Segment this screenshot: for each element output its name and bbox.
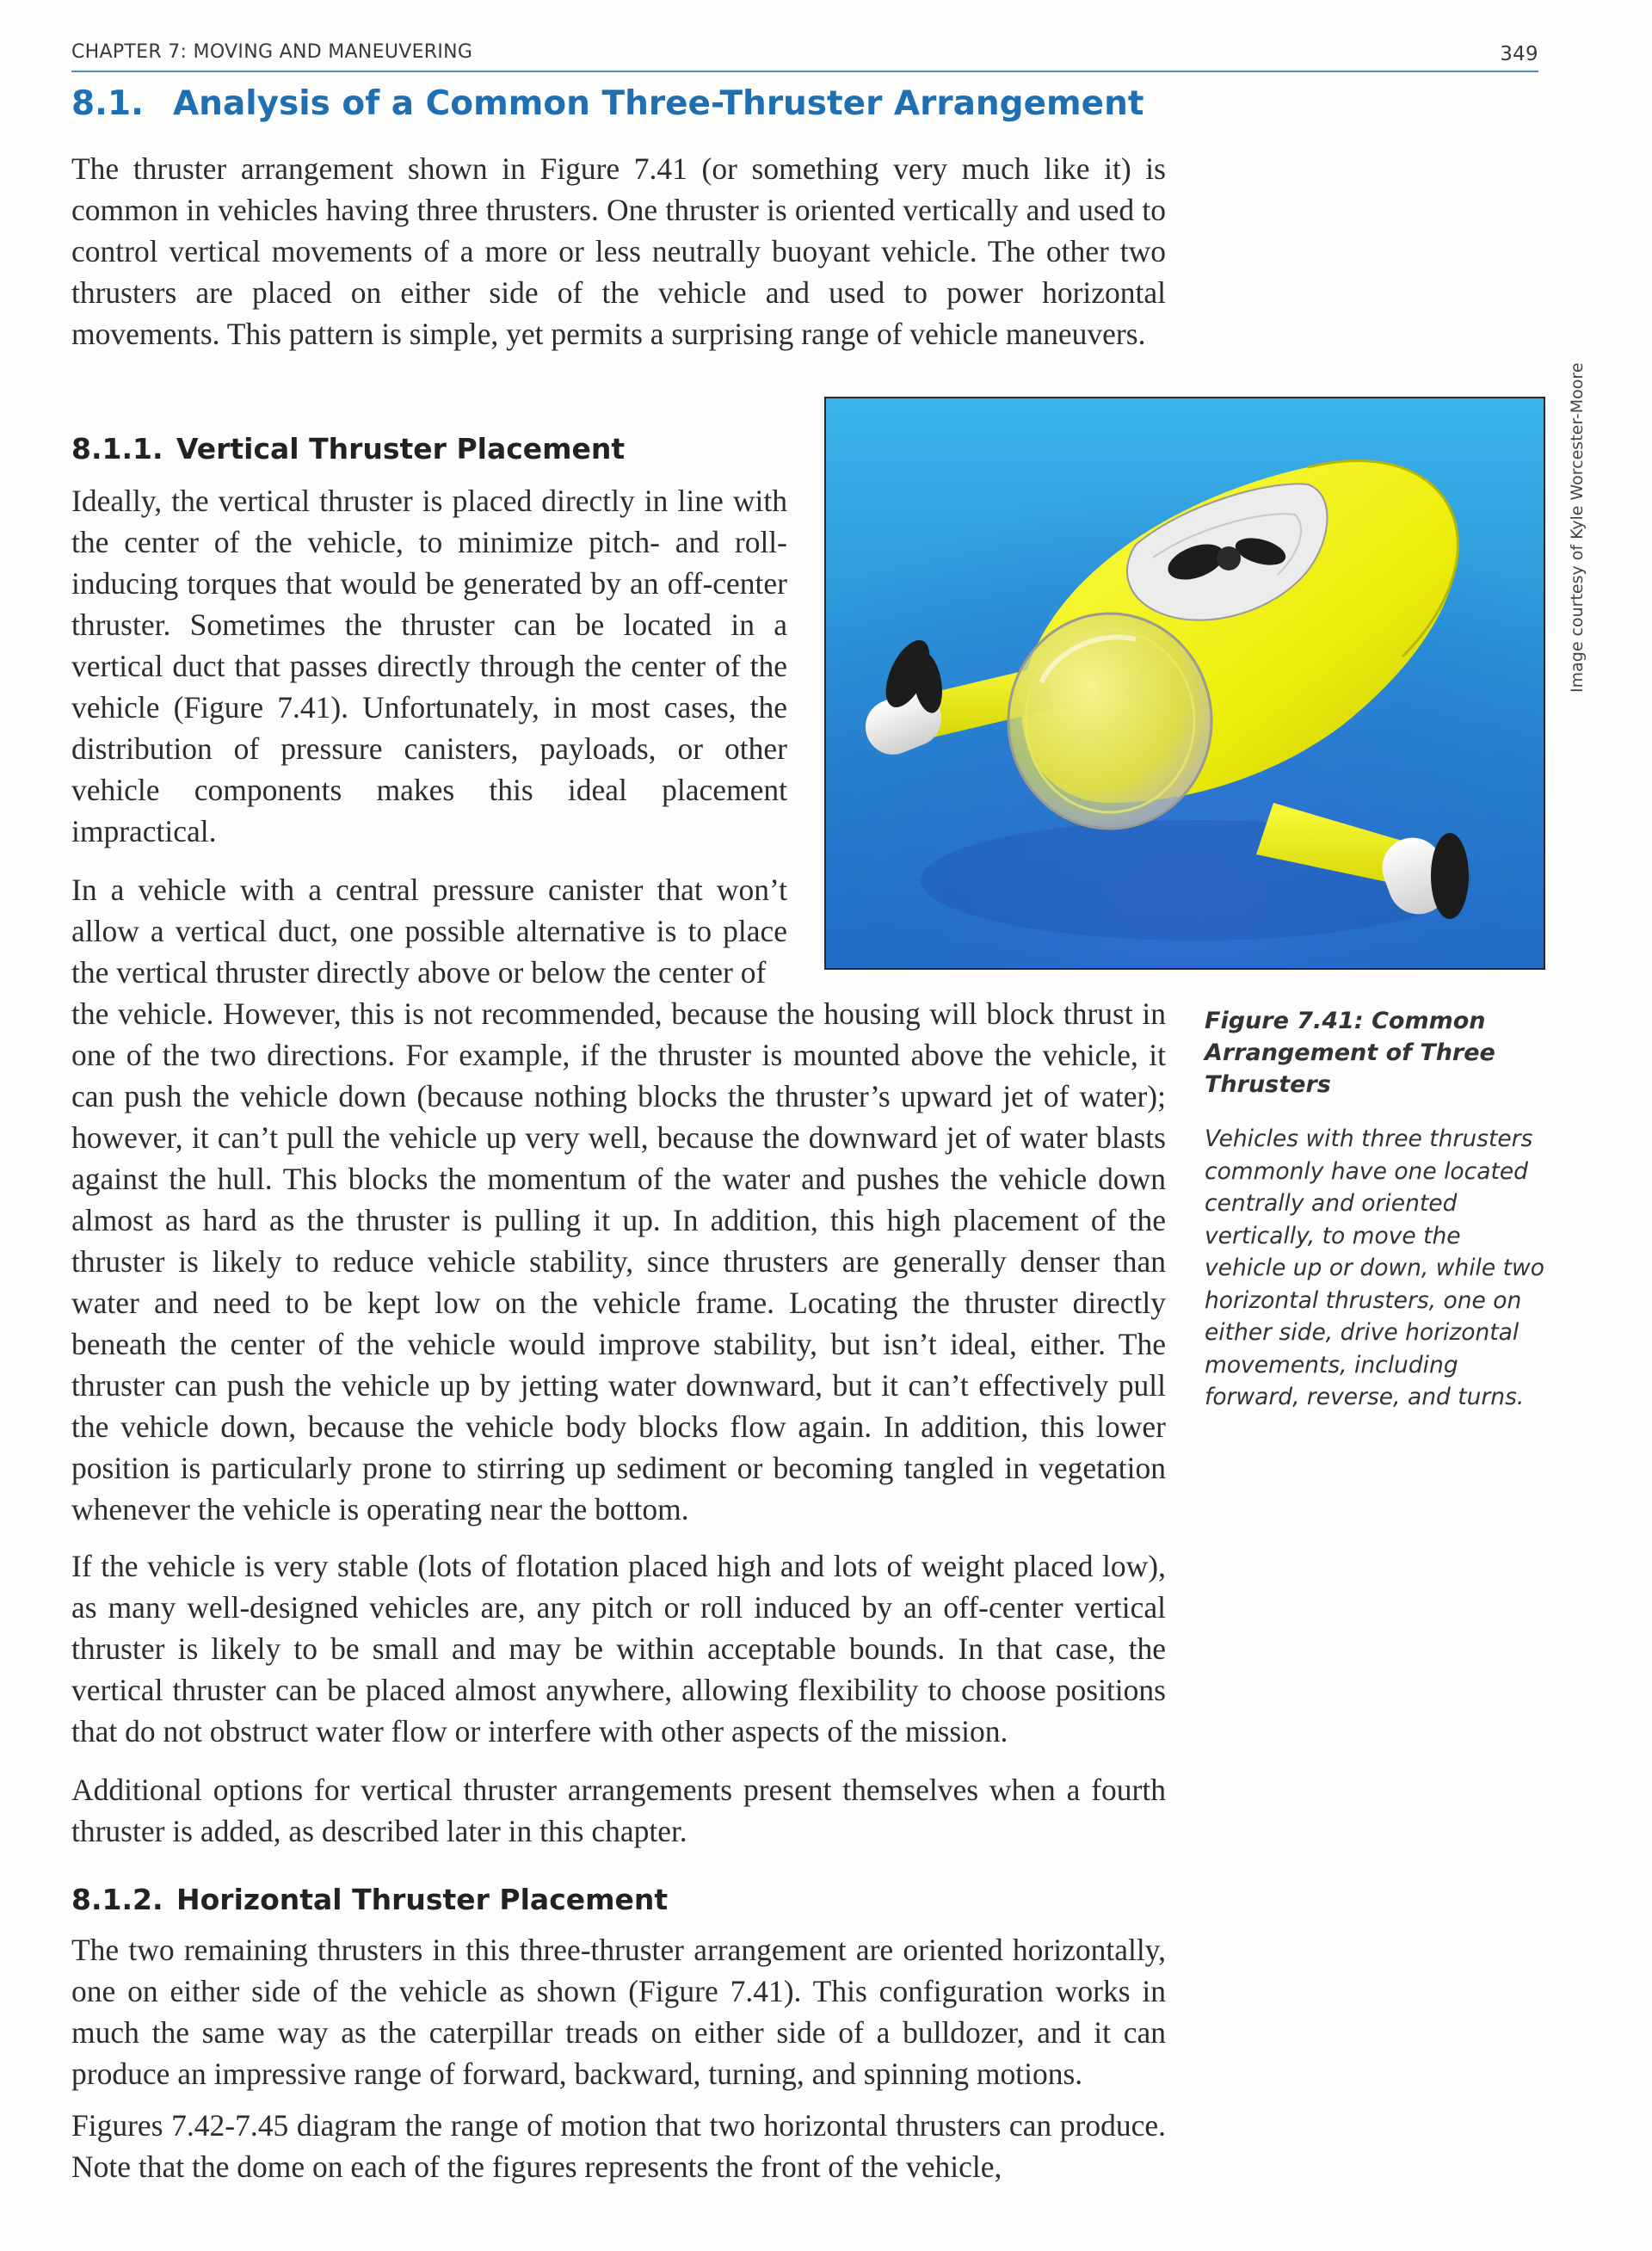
horizontal-paragraph-1: The two remaining thrusters in this three-thruster arrangement are oriented horizontally, one on either side of the vehicle as shown (Figure 7.41). This configuration works in much the same way as the caterpillar treads on either side of a bulldozer, and it can produce an impressive range of forward, backward, turning, and spinning motions. — [71, 1933, 1166, 2091]
section-title: Analysis of a Common Three-Thruster Arrangement — [173, 84, 1144, 123]
subsection-title: Vertical Thruster Placement — [176, 432, 626, 466]
subsection-number: 8.1.2. — [71, 1883, 163, 1916]
figure-caption-title: Figure 7.41: Common Arrangement of Three Thrusters — [1205, 1008, 1495, 1098]
section-heading — [71, 84, 1144, 123]
three-thruster-vehicle-illustration — [826, 398, 1544, 968]
vehicle-figure — [824, 397, 1545, 970]
front-dome — [1008, 614, 1211, 829]
page-number: 349 — [1500, 43, 1538, 65]
intro-paragraph: The thruster arrangement shown in Figure 7.41 (or something very much like it) is common in vehicles having three thrusters. One thruster is oriented vertically and used to control vertical movements of a more or less neutrally buoyant vehicle. The other two thrusters are placed on either side of the vehicle and used to power horizontal movements. This pattern is simple, yet permits a surprising range of vehicle maneuvers. — [71, 151, 1166, 351]
subsection-heading-vertical — [71, 432, 625, 466]
chapter-title: CHAPTER 7: MOVING AND MANEUVERING — [71, 41, 473, 63]
vertical-paragraph-4: Additional options for vertical thruster arrangements present themselves when a fourth thruster is added, as described later in this chapter. — [71, 1773, 1166, 1848]
subsection-heading-horizontal — [71, 1883, 668, 1916]
image-credit: Image courtesy of Kyle Worcester-Moore — [1568, 362, 1587, 693]
vertical-paragraph-2-continued: the vehicle. However, this is not recommended, because the housing will block thrust in one of the two directions. For example, if the thruster is mounted above the vehicle, it can push the vehicle down (because nothing blocks the thruster’s upward jet of water); however, it can’t pull the vehicle up very well, because the downward jet of water blasts against the hull. This blocks the momentum of the water and pushes the vehicle down almost as hard as the thruster is pulling it up. In addition, this high placement of the thruster is likely to reduce vehicle stability, since thrusters are generally denser than water and need to be kept low on the vehicle frame. Locating the thruster directly beneath the center of the vehicle would improve stability, but isn’t ideal, either. The thruster can push the vehicle up by jetting water downward, but it can’t effectively pull the vehicle down, because the vehicle body blocks flow again. In addition, this lower position is particularly prone to stirring up sediment or becoming tangled in vegetation whenever the vehicle is operating near the bottom. — [71, 996, 1166, 1526]
vertical-paragraph-3: If the vehicle is very stable (lots of flotation placed high and lots of weight placed low), as many well-designed vehicles are, any pitch or roll induced by an off-center vertical thruster is likely to be small and may be within acceptable bounds. In that case, the vertical thruster can be placed almost anywhere, allowing flexibility to choose positions that do not obstruct water flow or interfere with other aspects of the mission. — [71, 1549, 1166, 1748]
vertical-paragraph-2-start: In a vehicle with a central pressure canister that won’t allow a vertical duct, one possible alternative is to place the vertical thruster directly above or below the center of — [71, 873, 787, 990]
subsection-number: 8.1.1. — [71, 432, 163, 466]
running-header — [71, 41, 1538, 72]
horizontal-paragraph-2: Figures 7.42-7.45 diagram the range of motion that two horizontal thrusters can produce. Note that the dome on each of the figures represents the front of the vehicle, — [71, 2108, 1166, 2184]
figure-caption-body: Vehicles with three thrusters commonly have one located centrally and oriented vertically, to move the vehicle up or down, while two horizontal thrusters, one on either side, drive horizontal movements, including forward, reverse, and turns. — [1205, 1126, 1544, 1410]
vertical-paragraph-1: Ideally, the vertical thruster is placed directly in line with the center of the vehicle, to minimize pitch- and roll-inducing torques that would be generated by an off-center thruster. Sometimes the thruster can be located in a vertical duct that passes directly through the center of the vehicle (Figure 7.41). Unfortunately, in most cases, the distribution of pressure canisters, payloads, or other vehicle components makes this ideal placement impractical. — [71, 484, 787, 848]
section-number: 8.1. — [71, 84, 144, 123]
subsection-title: Horizontal Thruster Placement — [176, 1883, 669, 1916]
